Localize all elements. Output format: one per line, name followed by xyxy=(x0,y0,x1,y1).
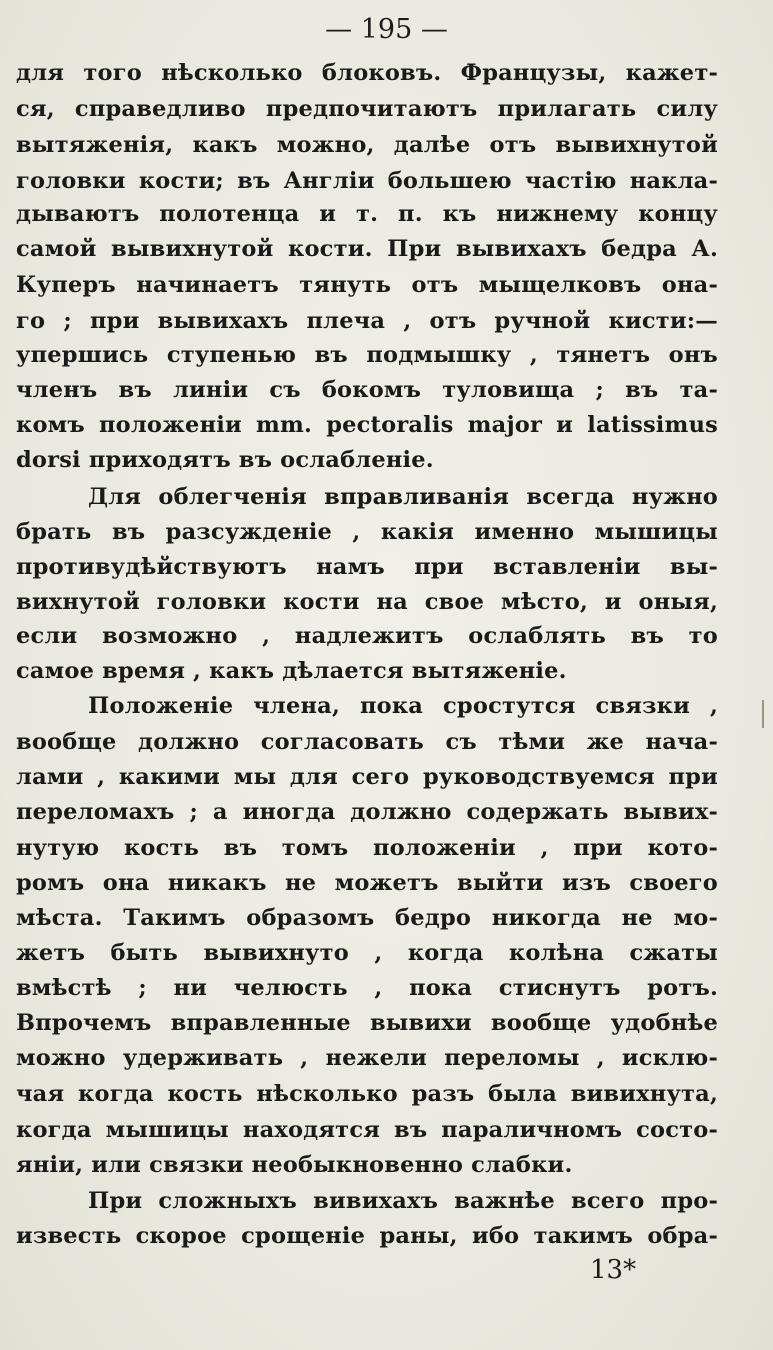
text-line: жетъ быть вывихнуто , когда колѣна сжаты xyxy=(16,940,718,966)
text-line: самое время , какъ дѣлается вытяженіе. xyxy=(16,658,567,684)
text-line: вытяженія, какъ можно, далѣе отъ вывихнутой xyxy=(16,132,718,158)
page-number-header: — 195 — xyxy=(325,14,448,45)
text-line: го ; при вывихахъ плеча , отъ ручной кисти:— xyxy=(16,308,718,334)
text-line: для того нѣсколько блоковъ. Французы, кажет- xyxy=(16,60,718,86)
text-line: Впрочемъ вправленные вывихи вообще удобнѣе xyxy=(16,1010,718,1036)
text-line: Куперъ начинаетъ тянуть отъ мыщелковъ она- xyxy=(16,272,718,298)
text-line: яніи, или связки необыкновенно слабки. xyxy=(16,1152,573,1178)
text-line: dorsi приходятъ въ ослабленіе. xyxy=(16,447,434,473)
text-line: вихнутой головки кости на свое мѣсто, и оныя, xyxy=(16,589,718,615)
paragraph-first-line: При сложныхъ вивихахъ важнѣе всего про- xyxy=(88,1188,718,1214)
text-line: вмѣстѣ ; ни челюсть , пока стиснутъ ротъ. xyxy=(16,975,718,1001)
text-line: дываютъ полотенца и т. п. къ нижнему концу xyxy=(16,201,718,227)
text-line: нутую кость въ томъ положеніи , при кото- xyxy=(16,835,718,861)
text-line: комъ положеніи mm. pectoralis major и latissimus xyxy=(16,412,718,438)
text-line: ся, справедливо предпочитаютъ прилагать силу xyxy=(16,96,718,122)
text-line: брать въ разсужденіе , какія именно мышицы xyxy=(16,519,718,545)
text-line: известь скорое срощеніе раны, ибо такимъ обра- xyxy=(16,1223,718,1249)
text-line: можно удерживать , нежели переломы , исклю- xyxy=(16,1045,718,1071)
signature-mark: 13* xyxy=(590,1255,637,1285)
text-line: головки кости; въ Англіи большею частію накла- xyxy=(16,168,718,194)
text-line: ромъ она никакъ не можетъ выйти изъ своего xyxy=(16,870,718,896)
text-line: мѣста. Такимъ образомъ бедро никогда не мо- xyxy=(16,905,718,931)
text-line: лами , какими мы для сего руководствуемся при xyxy=(16,764,718,790)
text-line: вообще должно согласовать съ тѣми же нача- xyxy=(16,729,718,755)
text-line: переломахъ ; а иногда должно содержать вывих- xyxy=(16,799,718,825)
text-line: самой вывихнутой кости. При вывихахъ бедра А. xyxy=(16,236,718,262)
text-line: членъ въ линіи съ бокомъ туловища ; въ та- xyxy=(16,377,718,403)
text-line: когда мышицы находятся въ параличномъ состо- xyxy=(16,1117,718,1143)
text-line: если возможно , надлежитъ ослаблять въ то xyxy=(16,623,718,649)
text-line: чая когда кость нѣсколько разъ была вивихнута, xyxy=(16,1081,718,1107)
paragraph-first-line: Положеніе члена, пока сростутся связки , xyxy=(88,693,718,719)
text-line: упершись ступенью въ подмышку , тянетъ онъ xyxy=(16,342,718,368)
margin-mark xyxy=(762,700,764,728)
paragraph-first-line: Для облегченія вправливанія всегда нужно xyxy=(88,484,718,510)
text-line: противудѣйствуютъ намъ при вставленіи вы- xyxy=(16,554,718,580)
